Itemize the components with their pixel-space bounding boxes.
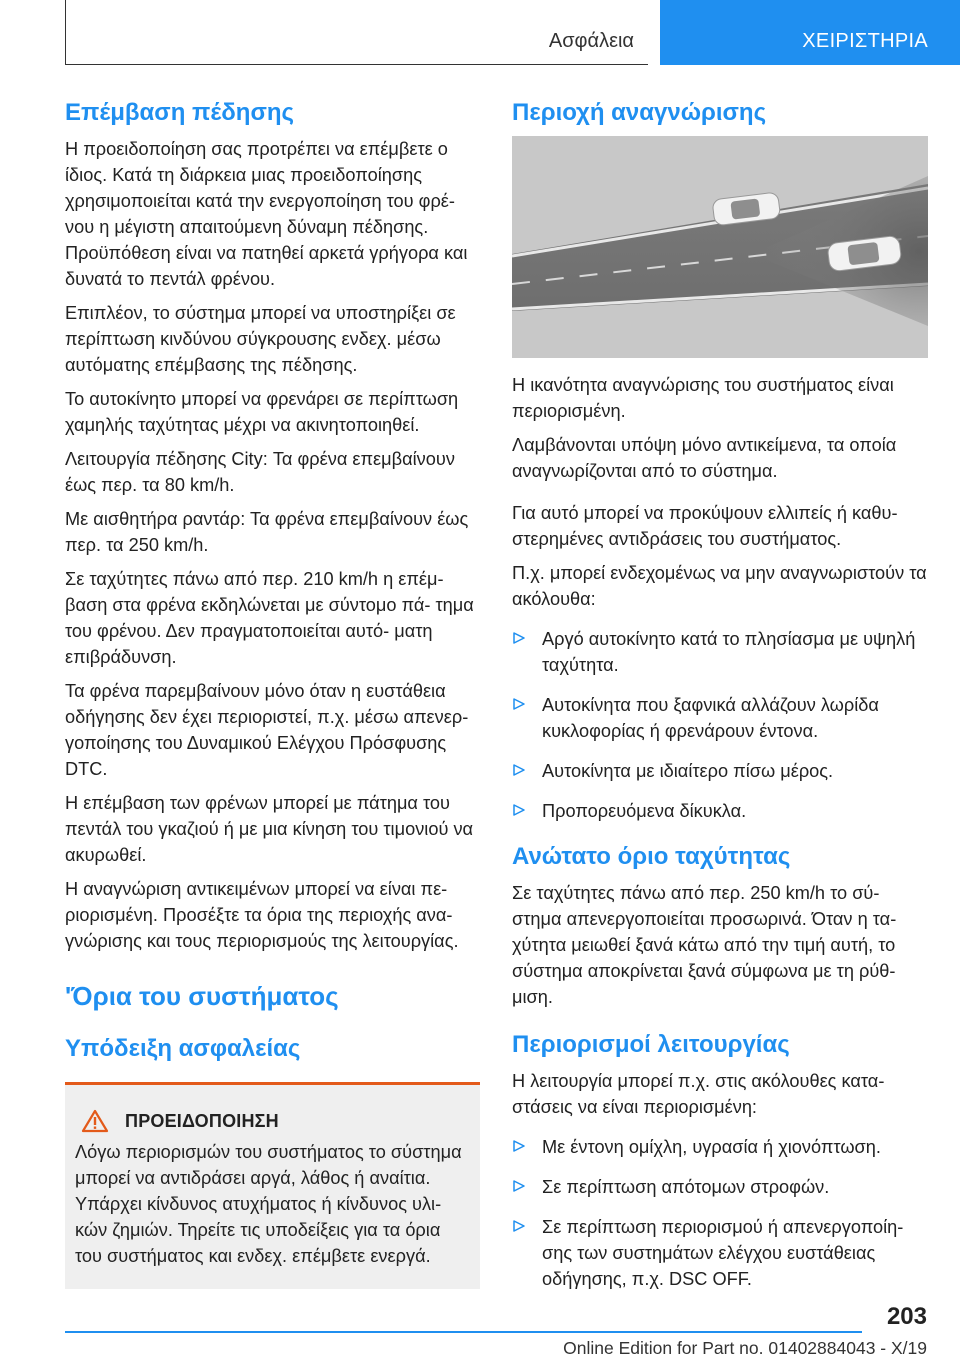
bullet-triangle-icon (512, 763, 526, 777)
function-limits-bullet-list (512, 1134, 927, 1292)
braking-heading: Επέμβαση πέδησης (65, 99, 295, 126)
list-item: Σε περίπτωση απότομων στροφών. (512, 1174, 927, 1200)
paragraph: Λαμβάνονται υπόψη μόνο αντικείμενα, τα οποία αναγνωρίζονται από το σύστημα. (512, 435, 897, 481)
paragraph: Η αναγνώριση αντικειμένων μπορεί να είναι πε‐ ριορισμένη. Προσέξτε τα όρια της περιοχής ανα‐ γνώρισης και τους περιορισμούς της λειτουργίας. (65, 879, 459, 951)
bullet-triangle-icon (512, 1139, 526, 1153)
detection-bullet-list (512, 626, 927, 824)
paragraph: Με αισθητήρα ραντάρ: Τα φρένα επεμβαίνουν έως περ. τα 250 km/h. (65, 509, 469, 555)
paragraph: Π.χ. μπορεί ενδεχομένως να μην αναγνωριστούν τα ακόλουθα: (512, 563, 927, 609)
list-item: Αργό αυτοκίνητο κατά το πλησίασμα με υψηλή ταχύτητα. (512, 626, 927, 678)
detection-area-heading: Περιοχή αναγνώρισης (512, 99, 767, 126)
road-detection-graphic (512, 136, 928, 358)
detection-area-illustration (512, 136, 928, 358)
bullet-triangle-icon (512, 803, 526, 817)
page-number: 203 (886, 1303, 927, 1330)
list-item: Με έντονη ομίχλη, υγρασία ή χιονόπτωση. (512, 1134, 927, 1160)
warning-header (75, 1109, 470, 1133)
warning-box (65, 1082, 480, 1289)
chapter-title: ΧΕΙΡΙΣΤΗΡΙΑ (802, 30, 928, 52)
left-column (65, 98, 480, 1289)
paragraph: Για αυτό μπορεί να προκύψουν ελλιπείς ή καθυ‐ στερημένες αντιδράσεις του συστήματος. (512, 503, 898, 549)
paragraph: Σε ταχύτητες πάνω από περ. 210 km/h η επέμ‐ βαση στα φρένα εκδηλώνεται με σύντομο πά‐ τημα του φρένου. Δεν πραγματοποιείται αυτό‐ ματη επιβράδυνση. (65, 569, 474, 667)
bullet-triangle-icon (512, 1219, 526, 1233)
list-item: Σε περίπτωση περιορισμού ή απενεργοποίη‐ σης των συστημάτων ελέγχου ευστάθειας οδήγησης, π.χ. DSC OFF. (512, 1214, 927, 1292)
list-item: Αυτοκίνητα που ξαφνικά αλλάζουν λωρίδα κυκλοφορίας ή φρενάρουν έντονα. (512, 692, 927, 744)
paragraph: Λειτουργία πέδησης City: Τα φρένα επεμβαίνουν έως περ. τα 80 km/h. (65, 449, 455, 495)
section-title: Ασφάλεια (548, 30, 634, 52)
speed-limit-heading: Ανώτατο όριο ταχύτητας (512, 843, 791, 870)
warning-text: Λόγω περιορισμών του συστήματος το σύστημα μπορεί να αντιδράσει αργά, λάθος ή αναίτια. Υπάρχει κίνδυνος ατυχήματος ή κίνδυνος υλι‐ κών ζημιών. Τηρείτε τις υποδείξεις για τα όρια του συστήματος και ενδεχ. επέμβετε ενεργά. (75, 1142, 462, 1266)
header-section-tab (65, 0, 648, 65)
paragraph: Η προειδοποίηση σας προτρέπει να επέμβετε ο ίδιος. Κατά τη διάρκεια μιας προειδοποίησης χρησιμοποιείται κατά την ενεργοποίηση του φρέ‐ νου η μέγιστη απαιτούμενη δύναμη πέδησης. Προϋπόθεση είναι να πατηθεί αρκετά γρήγορα και δυνατά το πεντάλ φρένου. (65, 139, 468, 289)
bullet-triangle-icon (512, 1179, 526, 1193)
bullet-triangle-icon (512, 631, 526, 645)
list-item: Αυτοκίνητα με ιδιαίτερο πίσω μέρος. (512, 758, 927, 784)
bullet-triangle-icon (512, 697, 526, 711)
paragraph: Επιπλέον, το σύστημα μπορεί να υποστηρίξει σε περίπτωση κινδύνου σύγκρουσης ενδεχ. μέσω αυτόματης επέμβασης της πέδησης. (65, 303, 456, 375)
paragraph: Η επέμβαση των φρένων μπορεί με πάτημα του πεντάλ του γκαζιού ή με μια κίνηση του τιμονιού να ακυρωθεί. (65, 793, 474, 865)
warning-triangle-icon (81, 1109, 109, 1133)
list-item: Προπορευόμενα δίκυκλα. (512, 798, 927, 824)
warning-label: ΠΡΟΕΙΔΟΠΟΙΗΣΗ (125, 1110, 279, 1131)
paragraph: Το αυτοκίνητο μπορεί να φρενάρει σε περίπτωση χαμηλής ταχύτητας μέχρι να ακινητοποιηθεί. (65, 389, 459, 435)
header-chapter-tab (660, 0, 960, 65)
paragraph: Τα φρένα παρεμβαίνουν μόνο όταν η ευστάθεια οδήγησης δεν έχει περιοριστεί, π.χ. μέσω απενερ‐ γοποίησης του Δυναμικού Ελέγχου Πρόσφυσης DTC. (65, 681, 469, 779)
safety-note-heading: Υπόδειξη ασφαλείας (65, 1035, 301, 1062)
footer-divider (65, 1331, 862, 1333)
paragraph: Η λειτουργία μπορεί π.χ. στις ακόλουθες κατα‐ στάσεις να είναι περιορισμένη: (512, 1071, 885, 1117)
paragraph: Η ικανότητα αναγνώρισης του συστήματος είναι περιορισμένη. (512, 375, 894, 421)
right-column (512, 98, 927, 1306)
edition-text: Online Edition for Part no. 01402884043 - X/19 (563, 1338, 927, 1358)
system-limits-heading: 'Όρια του συστήματος (65, 981, 339, 1011)
function-limits-heading: Περιορισμοί λειτουργίας (512, 1031, 790, 1058)
paragraph: Σε ταχύτητες πάνω από περ. 250 km/h το σύ‐ στημα απενεργοποιείται προσωρινά. Όταν η τα‐ χύτητα μειωθεί ξανά κάτω από την τιμή αυτή, το σύστημα αποκρίνεται ξανά σύμφωνα με τη ρύθ‐ μιση. (512, 883, 897, 1007)
